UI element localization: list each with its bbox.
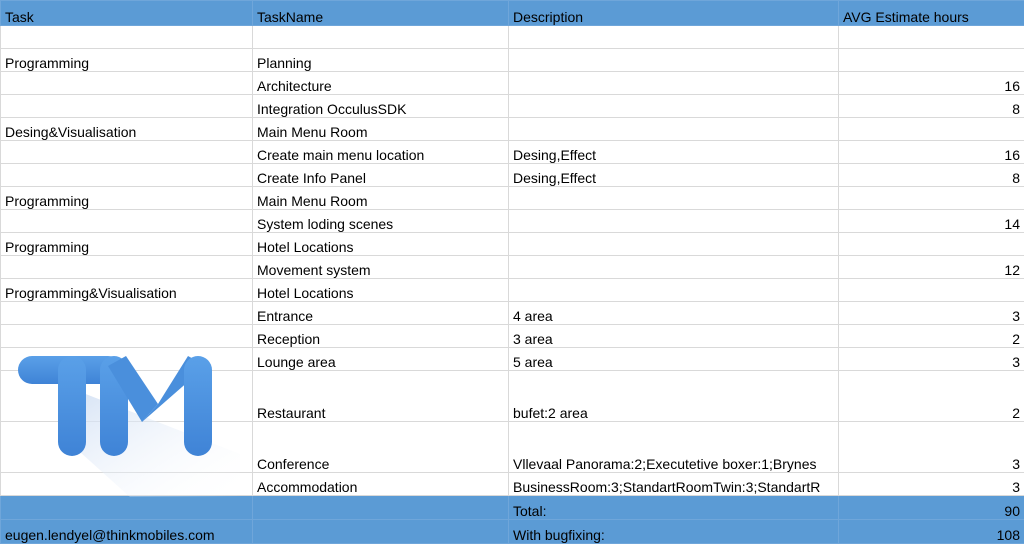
description-cell[interactable] xyxy=(509,233,839,256)
hours-cell[interactable] xyxy=(839,26,1024,49)
description-cell[interactable] xyxy=(509,210,839,233)
hours-cell[interactable] xyxy=(839,187,1024,210)
task-cell[interactable] xyxy=(1,164,253,187)
description-cell[interactable]: 3 area xyxy=(509,325,839,348)
task-name-cell[interactable]: Create main menu location xyxy=(253,141,509,164)
table-row xyxy=(1,210,1024,233)
total-row xyxy=(1,496,1024,520)
bugfix-label[interactable]: With bugfixing: xyxy=(509,520,839,544)
task-name-cell[interactable]: Accommodation xyxy=(253,473,509,496)
table-row xyxy=(1,473,1024,496)
description-cell[interactable]: 4 area xyxy=(509,302,839,325)
task-name-cell[interactable]: Hotel Locations xyxy=(253,279,509,302)
task-name-cell[interactable]: Integration OcculusSDK xyxy=(253,95,509,118)
table-row xyxy=(1,72,1024,95)
hours-cell[interactable]: 16 xyxy=(839,141,1024,164)
task-name-cell[interactable]: Architecture xyxy=(253,72,509,95)
description-cell[interactable] xyxy=(509,279,839,302)
header-description[interactable]: Description xyxy=(509,1,839,26)
table-row xyxy=(1,95,1024,118)
task-name-cell[interactable]: Entrance xyxy=(253,302,509,325)
description-cell[interactable] xyxy=(509,187,839,210)
description-cell[interactable]: Desing,Effect xyxy=(509,141,839,164)
description-cell[interactable]: 5 area xyxy=(509,348,839,371)
task-cell[interactable]: Programming&Visualisation xyxy=(1,279,253,302)
footer-empty-cell[interactable] xyxy=(253,520,509,544)
description-cell[interactable]: BusinessRoom:3;StandartRoomTwin:3;StandartR xyxy=(509,473,839,496)
task-name-cell[interactable]: Conference xyxy=(253,422,509,473)
table-row xyxy=(1,141,1024,164)
task-name-cell[interactable]: Restaurant xyxy=(253,371,509,422)
task-cell[interactable]: Programming xyxy=(1,187,253,210)
table-row xyxy=(1,26,1024,49)
task-cell[interactable] xyxy=(1,325,253,348)
hours-cell[interactable]: 8 xyxy=(839,164,1024,187)
task-name-cell[interactable]: Planning xyxy=(253,49,509,72)
task-cell[interactable] xyxy=(1,473,253,496)
task-cell[interactable] xyxy=(1,348,253,371)
bugfix-value[interactable]: 108 xyxy=(839,520,1024,544)
hours-cell[interactable]: 3 xyxy=(839,473,1024,496)
table-row xyxy=(1,302,1024,325)
bugfix-row xyxy=(1,520,1024,544)
footer-empty-cell[interactable] xyxy=(253,496,509,520)
hours-cell[interactable]: 3 xyxy=(839,302,1024,325)
hours-cell[interactable] xyxy=(839,49,1024,72)
header-row xyxy=(1,1,1024,26)
description-cell[interactable] xyxy=(509,118,839,141)
table-row xyxy=(1,279,1024,302)
table-row xyxy=(1,348,1024,371)
task-name-cell[interactable]: Hotel Locations xyxy=(253,233,509,256)
hours-cell[interactable]: 14 xyxy=(839,210,1024,233)
hours-cell[interactable]: 12 xyxy=(839,256,1024,279)
table-row xyxy=(1,118,1024,141)
hours-cell[interactable]: 16 xyxy=(839,72,1024,95)
task-cell[interactable] xyxy=(1,95,253,118)
total-label[interactable]: Total: xyxy=(509,496,839,520)
task-name-cell[interactable] xyxy=(253,26,509,49)
hours-cell[interactable] xyxy=(839,279,1024,302)
footer-empty-cell[interactable] xyxy=(1,496,253,520)
table-row xyxy=(1,256,1024,279)
description-cell[interactable] xyxy=(509,26,839,49)
task-name-cell[interactable]: Main Menu Room xyxy=(253,187,509,210)
task-cell[interactable] xyxy=(1,210,253,233)
task-name-cell[interactable]: System loding scenes xyxy=(253,210,509,233)
hours-cell[interactable]: 2 xyxy=(839,371,1024,422)
hours-cell[interactable]: 2 xyxy=(839,325,1024,348)
description-cell[interactable] xyxy=(509,72,839,95)
task-cell[interactable]: Programming xyxy=(1,49,253,72)
task-cell[interactable] xyxy=(1,256,253,279)
table-row xyxy=(1,371,1024,422)
task-name-cell[interactable]: Reception xyxy=(253,325,509,348)
task-cell[interactable] xyxy=(1,72,253,95)
description-cell[interactable] xyxy=(509,49,839,72)
task-name-cell[interactable]: Create Info Panel xyxy=(253,164,509,187)
description-cell[interactable] xyxy=(509,95,839,118)
task-cell[interactable] xyxy=(1,371,253,422)
header-hours[interactable]: AVG Estimate hours xyxy=(839,1,1024,26)
task-cell[interactable] xyxy=(1,26,253,49)
table-row xyxy=(1,49,1024,72)
task-cell[interactable] xyxy=(1,302,253,325)
table-row xyxy=(1,233,1024,256)
table-row xyxy=(1,325,1024,348)
contact-email[interactable]: eugen.lendyel@thinkmobiles.com xyxy=(1,520,253,544)
table-row xyxy=(1,422,1024,473)
task-cell[interactable]: Programming xyxy=(1,233,253,256)
description-cell[interactable]: Vllevaal Panorama:2;Executetive boxer:1;Brynes xyxy=(509,422,839,473)
description-cell[interactable]: Desing,Effect xyxy=(509,164,839,187)
table-body xyxy=(1,26,1024,496)
task-name-cell[interactable]: Lounge area xyxy=(253,348,509,371)
table-row xyxy=(1,164,1024,187)
task-name-cell[interactable]: Movement system xyxy=(253,256,509,279)
task-cell[interactable]: Desing&Visualisation xyxy=(1,118,253,141)
table-row xyxy=(1,187,1024,210)
hours-cell[interactable] xyxy=(839,118,1024,141)
hours-cell[interactable]: 8 xyxy=(839,95,1024,118)
description-cell[interactable] xyxy=(509,256,839,279)
description-cell[interactable]: bufet:2 area xyxy=(509,371,839,422)
task-name-cell[interactable]: Main Menu Room xyxy=(253,118,509,141)
task-cell[interactable] xyxy=(1,141,253,164)
header-task[interactable]: Task xyxy=(1,1,253,26)
hours-cell[interactable] xyxy=(839,233,1024,256)
header-task-name[interactable]: TaskName xyxy=(253,1,509,26)
hours-cell[interactable]: 3 xyxy=(839,422,1024,473)
hours-cell[interactable]: 3 xyxy=(839,348,1024,371)
task-cell[interactable] xyxy=(1,422,253,473)
total-value[interactable]: 90 xyxy=(839,496,1024,520)
